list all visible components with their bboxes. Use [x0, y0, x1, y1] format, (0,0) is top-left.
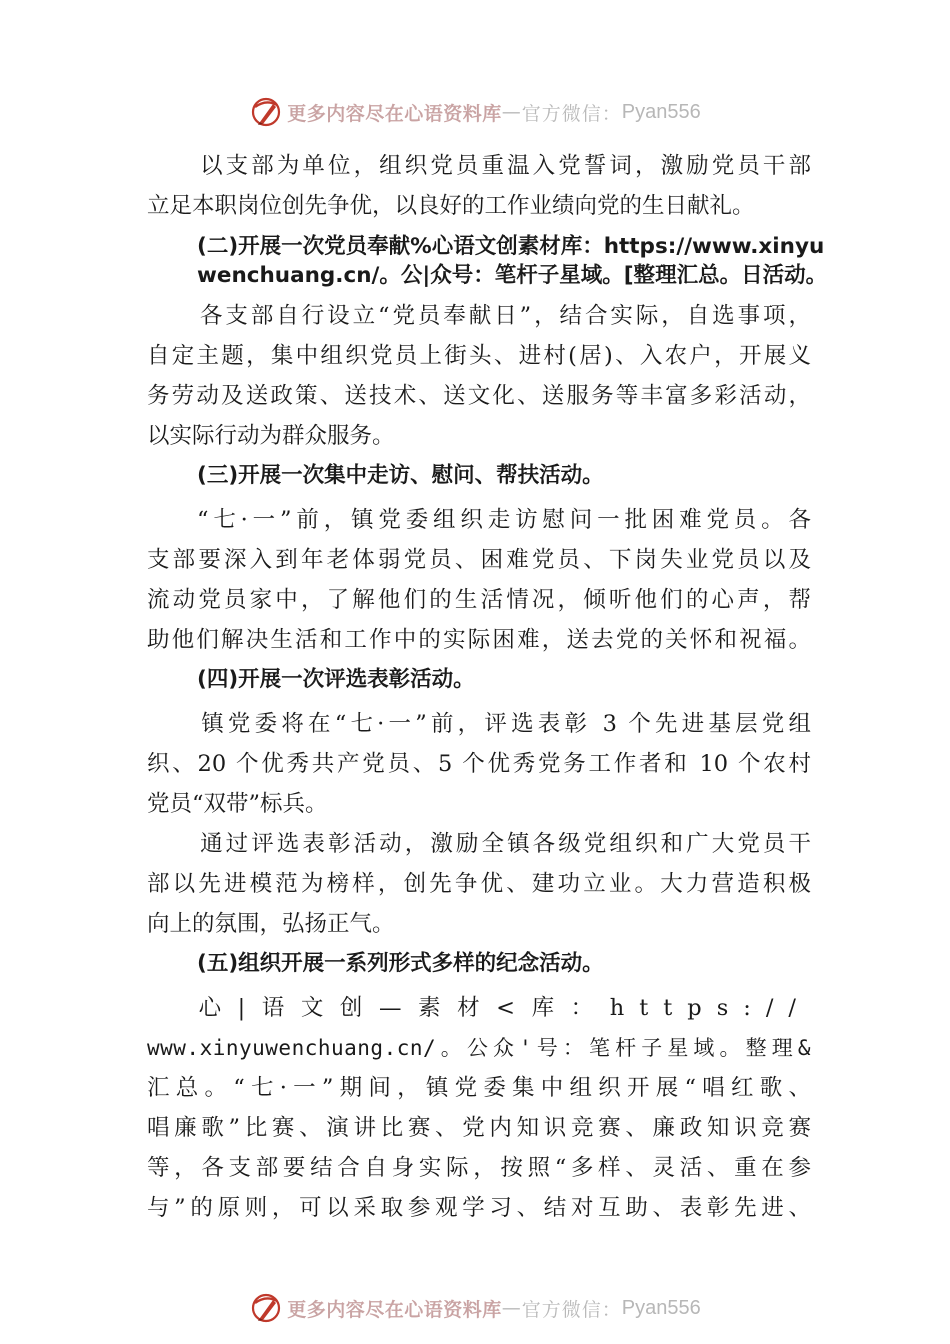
section-heading-5: (五)组织开展一系列形式多样的纪念活动。 [197, 951, 604, 976]
paragraph-line: 与”的原则，可以采取参观学习、结对互助、表彰先进、 [147, 1195, 811, 1221]
document-body [147, 146, 828, 1228]
footer-watermark [0, 1288, 950, 1328]
section-heading-2: (二)开展一次党员奉献%心语文创素材库：https://www.xinyuwenchuang.cn/。公|众号：笔杆子星域。[整理汇总。日活动。 [197, 234, 828, 288]
banner-sub-text: 官方微信： [521, 102, 622, 125]
paragraph-line: 务劳动及送政策、送技术、送文化、送服务等丰富多彩活动， [147, 383, 811, 409]
paragraph-line: 唱廉歌”比赛、演讲比赛、党内知识竞赛、廉政知识竞赛 [147, 1115, 811, 1141]
pen-logo-icon [249, 95, 283, 129]
paragraph-line: 镇党委将在“七·一”前，评选表彰 3 个先进基层党组 [197, 711, 811, 737]
paragraph-line: 心|语文创—素材<库：https:// [197, 995, 811, 1021]
banner-dash: — [501, 1297, 522, 1319]
paragraph-line: 流动党员家中，了解他们的生活情况，倾听他们的心声，帮 [147, 587, 811, 613]
paragraph-line: 各支部自行设立“党员奉献日”，结合实际，自选事项， [197, 303, 811, 329]
paragraph-line: 支部要深入到年老体弱党员、困难党员、下岗失业党员以及 [147, 547, 811, 573]
banner-main-text: 更多内容尽在心语资料库 [287, 102, 502, 125]
paragraph-line: 部以先进模范为榜样，创先争优、建功立业。大力营造积极 [147, 871, 811, 897]
paragraph-line: 通过评选表彰活动，激励全镇各级党组织和广大党员干 [197, 831, 811, 857]
paragraph-line: 助他们解决生活和工作中的实际困难，送去党的关怀和祝福。 [147, 627, 811, 653]
header-watermark [0, 92, 950, 132]
paragraph-line: 以支部为单位，组织党员重温入党誓词，激励党员干部 [197, 153, 811, 179]
banner-wechat-id: Pyan556 [621, 100, 701, 123]
paragraph-line: 向上的氛围，弘扬正气。 [147, 911, 395, 937]
paragraph-line: 汇总。“七·一”期间，镇党委集中组织开展“唱红歌、 [147, 1075, 811, 1101]
section-heading-3: (三)开展一次集中走访、慰问、帮扶活动。 [197, 463, 604, 488]
banner-main-text: 更多内容尽在心语资料库 [287, 1298, 502, 1321]
paragraph-line: 自定主题，集中组织党员上街头、进村(居)、入农户，开展义 [147, 343, 811, 369]
paragraph-line: 以实际行动为群众服务。 [147, 423, 395, 449]
paragraph-line: www.xinyuwenchuang.cn/。公众'号：笔杆子星域。整理& [147, 1036, 811, 1060]
section-heading-4: (四)开展一次评选表彰活动。 [197, 667, 475, 692]
paragraph-line: “七·一”前，镇党委组织走访慰问一批困难党员。各 [197, 507, 811, 533]
banner-dash: — [501, 101, 522, 123]
pen-logo-icon [249, 1291, 283, 1325]
banner-sub-text: 官方微信： [521, 1298, 622, 1321]
banner-wechat-id: Pyan556 [621, 1296, 701, 1319]
paragraph-line: 党员“双带”标兵。 [147, 791, 328, 817]
paragraph-line: 立足本职岗位创先争优，以良好的工作业绩向党的生日献礼。 [147, 193, 755, 219]
paragraph-line: 织、20 个优秀共产党员、5 个优秀党务工作者和 10 个农村 [147, 751, 811, 777]
paragraph-line: 等，各支部要结合自身实际，按照“多样、灵活、重在参 [147, 1155, 811, 1181]
